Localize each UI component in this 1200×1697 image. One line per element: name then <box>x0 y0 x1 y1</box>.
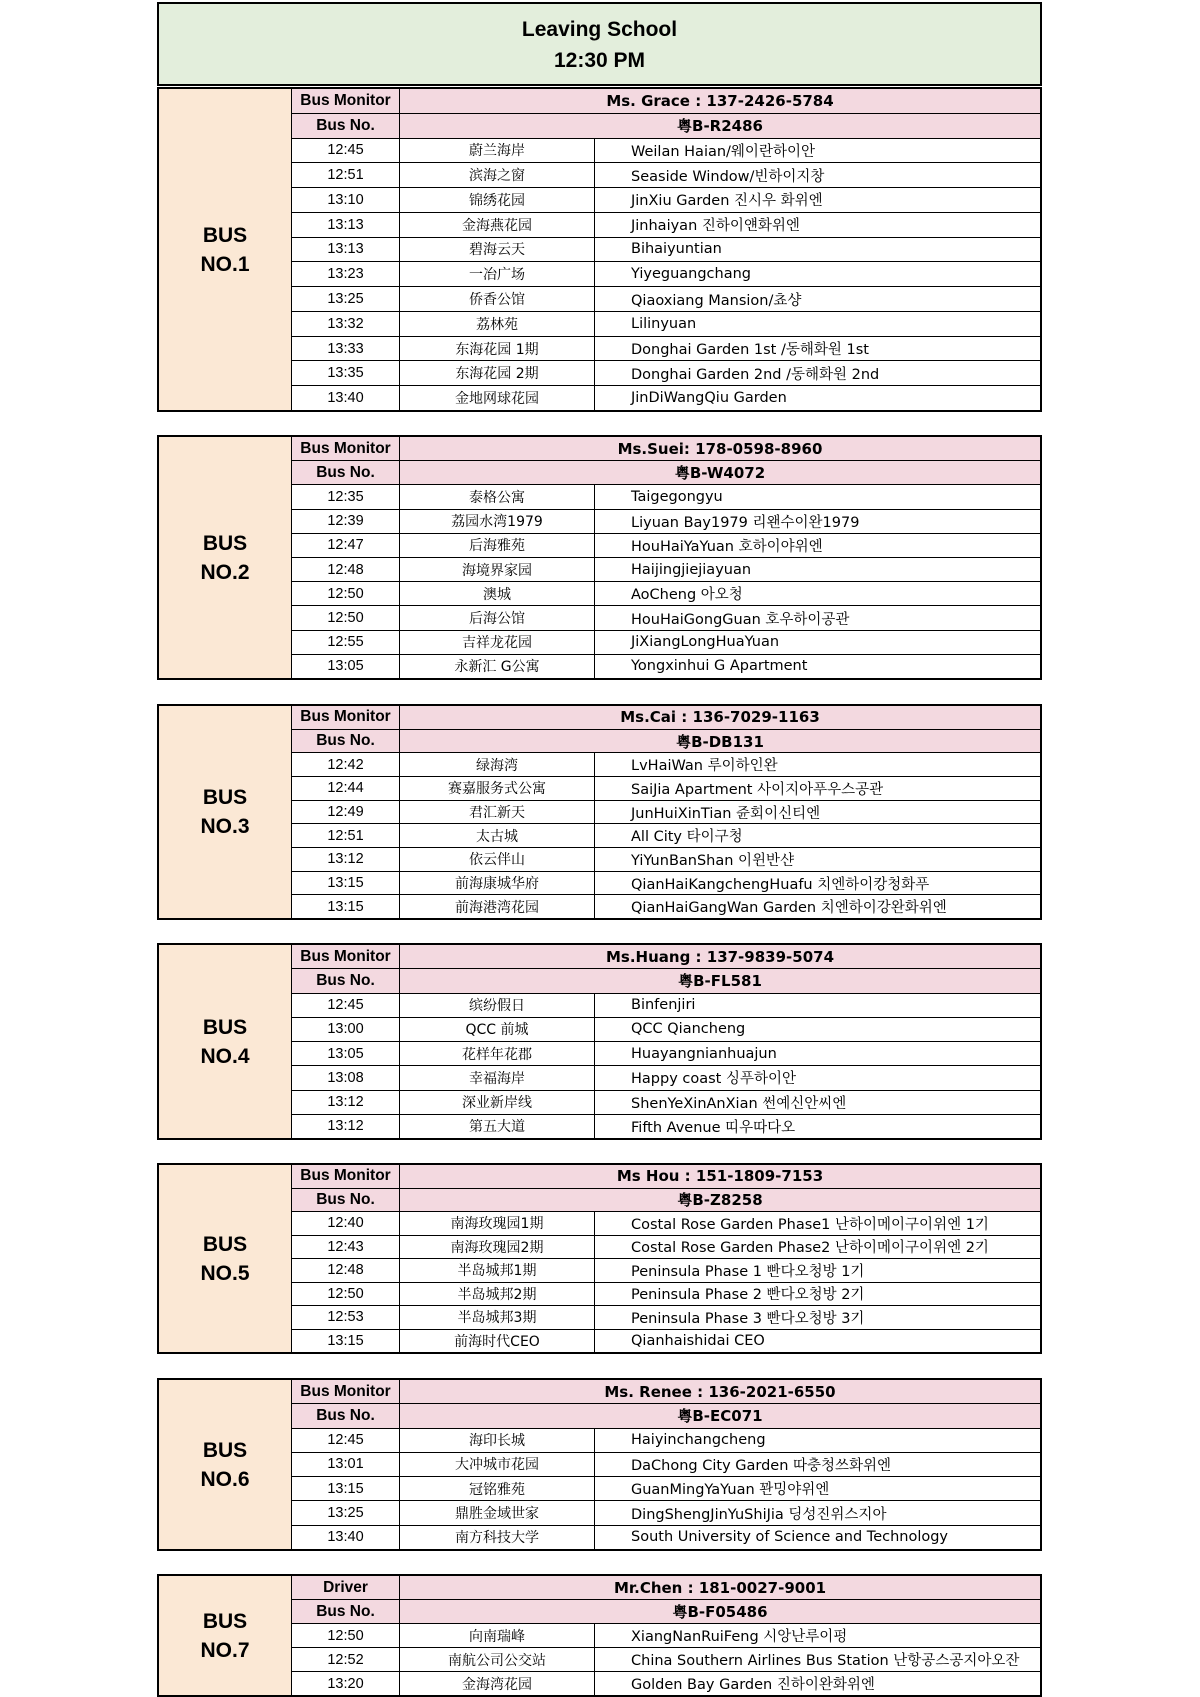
stop-name-romanized: Peninsula Phase 1 빤다오청방 1기 <box>631 1263 865 1280</box>
stop-time: 13:15 <box>292 872 400 895</box>
bus-label <box>159 1576 292 1695</box>
stop-name-chinese: 深业新岸线 <box>400 1091 595 1114</box>
stop-time: 13:01 <box>292 1453 400 1476</box>
stop-name-chinese: 幸福海岸 <box>400 1066 595 1089</box>
bus-plate: 粤B-FL581 <box>678 972 762 991</box>
monitor-row <box>292 1576 1040 1600</box>
stop-time: 13:13 <box>292 213 400 237</box>
stop-time: 13:20 <box>292 1672 400 1695</box>
departure-time: 12:30 PM <box>553 49 646 72</box>
monitor-row <box>292 945 1040 969</box>
stop-time: 12:43 <box>292 1236 400 1259</box>
monitor-label: Bus Monitor <box>292 1380 400 1403</box>
stop-time: 12:45 <box>292 1429 400 1452</box>
stop-time: 12:50 <box>292 582 400 605</box>
stop-row <box>292 606 1040 630</box>
bus-rows <box>292 1165 1040 1352</box>
stop-name-chinese: 前海港湾花园 <box>400 895 595 918</box>
stop-row <box>292 1624 1040 1648</box>
stop-name-romanized: Qianhaishidai CEO <box>631 1332 765 1349</box>
stop-name-chinese: 赛嘉服务式公寓 <box>400 777 595 800</box>
stop-row <box>292 848 1040 872</box>
stop-name-romanized: Qiaoxiang Mansion/쵸샹 <box>631 292 802 309</box>
bus-label-line1: BUS <box>202 531 248 555</box>
bus-label-line1: BUS <box>202 1015 248 1039</box>
stop-row <box>292 238 1040 263</box>
bus-number: NO.1 <box>200 252 250 276</box>
stop-name-chinese: 锦绣花园 <box>400 188 595 212</box>
stop-name-romanized: Peninsula Phase 3 빤다오청방 3기 <box>631 1310 865 1327</box>
monitor-row <box>292 1380 1040 1404</box>
stop-name-chinese: 后海雅苑 <box>400 534 595 557</box>
stop-name-romanized: LvHaiWan 루이하인완 <box>631 758 778 775</box>
stop-name-chinese: 君汇新天 <box>400 801 595 824</box>
monitor-label: Bus Monitor <box>292 945 400 968</box>
stop-name-chinese: 南海玫瑰园2期 <box>400 1236 595 1259</box>
stop-name-romanized: Donghai Garden 2nd /동해화원 2nd <box>631 366 880 383</box>
stop-name-chinese: 滨海之窗 <box>400 163 595 187</box>
bus-rows <box>292 706 1040 918</box>
bus-no-label: Bus No. <box>292 1189 400 1212</box>
stop-time: 12:39 <box>292 510 400 533</box>
stop-name-chinese: 荔林苑 <box>400 312 595 336</box>
stop-time: 13:25 <box>292 287 400 311</box>
stop-time: 12:50 <box>292 606 400 629</box>
bus-no-label: Bus No. <box>292 461 400 484</box>
stop-name-chinese: 南海玫瑰园1期 <box>400 1212 595 1235</box>
monitor-row <box>292 1165 1040 1189</box>
stop-name-chinese: QCC 前城 <box>400 1018 595 1041</box>
stop-time: 12:50 <box>292 1283 400 1306</box>
stop-row <box>292 361 1040 386</box>
stop-name-romanized: QianHaiKangchengHuafu 치엔하이캉청화푸 <box>631 876 930 893</box>
stop-row <box>292 485 1040 509</box>
stop-name-chinese: 南航公司公交站 <box>400 1648 595 1671</box>
stop-time: 12:53 <box>292 1306 400 1329</box>
stop-time: 13:12 <box>292 848 400 871</box>
stop-name-romanized: Golden Bay Garden 진하이완화위엔 <box>631 1677 875 1693</box>
stop-time: 12:48 <box>292 558 400 581</box>
bus-table <box>157 943 1042 1140</box>
stop-row <box>292 188 1040 213</box>
stop-row <box>292 1212 1040 1236</box>
stop-row <box>292 1236 1040 1260</box>
stop-name-romanized: Huayangnianhuajun <box>631 1045 777 1062</box>
bus-plate: 粤B-R2486 <box>677 117 763 136</box>
stop-row <box>292 631 1040 655</box>
bus-rows <box>292 437 1040 678</box>
stop-name-romanized: Costal Rose Garden Phase1 난하이메이구이위엔 1기 <box>631 1216 989 1233</box>
bus-table <box>157 704 1042 920</box>
monitor-contact: Ms.Cai : 136-7029-1163 <box>620 708 820 727</box>
stop-row <box>292 1306 1040 1330</box>
bus-table <box>157 1574 1042 1697</box>
stop-time: 12:51 <box>292 163 400 187</box>
stop-name-chinese: 金海燕花园 <box>400 213 595 237</box>
monitor-contact: Ms.Huang : 137-9839-5074 <box>605 947 835 966</box>
monitor-contact: Ms. Renee : 136-2021-6550 <box>604 1382 836 1401</box>
stop-name-romanized: QianHaiGangWan Garden 치엔하이강완화위엔 <box>631 900 947 917</box>
stop-name-chinese: 第五大道 <box>400 1115 595 1138</box>
bus-label <box>159 1165 292 1352</box>
stop-name-romanized: Jinhaiyan 진하이얜화위엔 <box>631 218 800 235</box>
stop-row <box>292 1115 1040 1138</box>
stop-name-chinese: 吉祥龙花园 <box>400 631 595 654</box>
stop-name-romanized: ShenYeXinAnXian 썬예신안씨엔 <box>631 1095 847 1112</box>
bus-number: NO.4 <box>200 1044 250 1068</box>
stop-row <box>292 1648 1040 1672</box>
bus-no-label: Bus No. <box>292 1600 400 1623</box>
stop-name-romanized: JinXiu Garden 진시우 화위엔 <box>631 193 823 210</box>
stop-name-romanized: AoCheng 아오청 <box>631 587 743 604</box>
stop-row <box>292 534 1040 558</box>
plate-row <box>292 1404 1040 1428</box>
stop-time: 13:25 <box>292 1501 400 1524</box>
stop-time: 13:05 <box>292 1042 400 1065</box>
stop-row <box>292 287 1040 312</box>
monitor-label: Bus Monitor <box>292 89 400 113</box>
stop-name-romanized: HouHaiGongGuan 호우하이공관 <box>631 611 850 628</box>
stop-name-romanized: Haijingjiejiayuan <box>631 561 752 578</box>
bus-table <box>157 435 1042 680</box>
plate-row <box>292 114 1040 139</box>
stop-name-chinese: 侨香公馆 <box>400 287 595 311</box>
stop-row <box>292 1672 1040 1695</box>
stop-row <box>292 1526 1040 1549</box>
bus-number: NO.7 <box>200 1638 250 1662</box>
bus-label-line1: BUS <box>202 1609 248 1633</box>
stop-name-romanized: HouHaiYaYuan 호하이야위엔 <box>631 538 823 555</box>
monitor-row <box>292 437 1040 461</box>
plate-row <box>292 969 1040 993</box>
bus-rows <box>292 1576 1040 1695</box>
bus-label <box>159 706 292 918</box>
stop-time: 12:40 <box>292 1212 400 1235</box>
stop-time: 12:55 <box>292 631 400 654</box>
stop-time: 13:12 <box>292 1091 400 1114</box>
stop-name-chinese: 后海公馆 <box>400 606 595 629</box>
stop-row <box>292 1091 1040 1115</box>
bus-label <box>159 89 292 410</box>
stop-name-chinese: 东海花园 2期 <box>400 361 595 385</box>
stop-time: 13:35 <box>292 361 400 385</box>
stop-time: 12:42 <box>292 753 400 776</box>
stop-name-romanized: Seaside Window/빈하이지창 <box>631 168 825 185</box>
stop-row <box>292 655 1040 678</box>
stop-name-romanized: Bihaiyuntian <box>631 241 722 258</box>
stop-time: 12:49 <box>292 801 400 824</box>
stop-time: 13:40 <box>292 386 400 410</box>
stop-name-romanized: Yongxinhui G Apartment <box>631 658 808 675</box>
stop-row <box>292 1477 1040 1501</box>
bus-no-label: Bus No. <box>292 114 400 138</box>
stop-time: 13:00 <box>292 1018 400 1041</box>
stop-row <box>292 262 1040 287</box>
bus-label-line1: BUS <box>202 1232 248 1256</box>
stop-name-romanized: Fifth Avenue 띠우따다오 <box>631 1119 796 1136</box>
bus-number: NO.6 <box>200 1467 250 1491</box>
stop-name-romanized: QCC Qiancheng <box>631 1021 746 1038</box>
stop-row <box>292 753 1040 777</box>
stop-name-romanized: South University of Science and Technology <box>631 1529 949 1546</box>
stop-name-chinese: 前海时代CEO <box>400 1330 595 1353</box>
stop-name-romanized: Lilinyuan <box>631 315 697 332</box>
stop-row <box>292 1259 1040 1283</box>
stop-name-chinese: 太古城 <box>400 824 595 847</box>
stop-row <box>292 777 1040 801</box>
bus-no-label: Bus No. <box>292 969 400 992</box>
bus-number: NO.5 <box>200 1261 250 1285</box>
stop-time: 13:08 <box>292 1066 400 1089</box>
stop-row <box>292 801 1040 825</box>
bus-label-line1: BUS <box>202 1438 248 1462</box>
stop-name-chinese: 东海花园 1期 <box>400 337 595 361</box>
bus-label-line1: BUS <box>202 786 248 809</box>
monitor-label: Driver <box>292 1576 400 1599</box>
stop-row <box>292 163 1040 188</box>
stop-name-romanized: Yiyeguangchang <box>631 266 751 283</box>
stop-row <box>292 337 1040 362</box>
stop-name-chinese: 花样年花郡 <box>400 1042 595 1065</box>
stop-time: 13:23 <box>292 262 400 286</box>
stop-name-chinese: 荔园水湾1979 <box>400 510 595 533</box>
stop-row <box>292 1429 1040 1453</box>
stop-name-romanized: DingShengJinYuShiJia 딩성진위스지아 <box>631 1506 887 1523</box>
bus-table <box>157 1378 1042 1551</box>
plate-row <box>292 1189 1040 1213</box>
stop-time: 13:15 <box>292 895 400 918</box>
stop-name-romanized: JinDiWangQiu Garden <box>631 390 787 407</box>
stop-row <box>292 1042 1040 1066</box>
stop-name-romanized: Costal Rose Garden Phase2 난하이메이구이위엔 2기 <box>631 1240 989 1257</box>
monitor-row <box>292 89 1040 114</box>
stop-row <box>292 558 1040 582</box>
stop-name-chinese: 蔚兰海岸 <box>400 139 595 163</box>
monitor-label: Bus Monitor <box>292 706 400 729</box>
stop-name-chinese: 大冲城市花园 <box>400 1453 595 1476</box>
plate-row <box>292 461 1040 485</box>
stop-name-romanized: Liyuan Bay1979 리왠수이완1979 <box>631 514 860 531</box>
stop-name-chinese: 海境界家园 <box>400 558 595 581</box>
stop-time: 13:33 <box>292 337 400 361</box>
stop-name-romanized: JiXiangLongHuaYuan <box>631 634 780 651</box>
bus-label <box>159 1380 292 1549</box>
stop-time: 13:12 <box>292 1115 400 1138</box>
stop-name-chinese: 南方科技大学 <box>400 1526 595 1549</box>
stop-name-romanized: China Southern Airlines Bus Station 난항공스공지아오잔 <box>631 1653 1020 1669</box>
stop-row <box>292 510 1040 534</box>
stop-name-chinese: 绿海湾 <box>400 753 595 776</box>
bus-plate: 粤B-EC071 <box>677 1407 763 1426</box>
stop-name-chinese: 向南瑞峰 <box>400 1624 595 1647</box>
bus-plate: 粤B-W4072 <box>674 464 766 483</box>
stop-time: 13:40 <box>292 1526 400 1549</box>
bus-table <box>157 1163 1042 1354</box>
stop-name-chinese: 缤纷假日 <box>400 994 595 1017</box>
stop-name-chinese: 冠铭雅苑 <box>400 1477 595 1500</box>
bus-plate: 粤B-DB131 <box>676 732 764 751</box>
bus-plate: 粤B-F05486 <box>672 1603 768 1621</box>
stop-time: 13:32 <box>292 312 400 336</box>
stop-name-chinese: 半岛城邦1期 <box>400 1259 595 1282</box>
monitor-label: Bus Monitor <box>292 1165 400 1188</box>
monitor-contact: Ms Hou : 151-1809-7153 <box>616 1167 824 1186</box>
stop-time: 12:47 <box>292 534 400 557</box>
monitor-label: Bus Monitor <box>292 437 400 460</box>
monitor-contact: Mr.Chen : 181-0027-9001 <box>613 1578 827 1597</box>
bus-label-line1: BUS <box>202 223 248 247</box>
stop-name-romanized: Taigegongyu <box>631 489 723 505</box>
stop-name-romanized: GuanMingYaYuan 꽌밍야위엔 <box>631 1482 830 1499</box>
stop-time: 12:45 <box>292 994 400 1017</box>
stop-time: 12:48 <box>292 1259 400 1282</box>
stop-row <box>292 1453 1040 1477</box>
bus-plate: 粤B-Z8258 <box>677 1191 763 1210</box>
bus-number: NO.3 <box>200 815 250 838</box>
stop-row <box>292 1018 1040 1042</box>
stop-time: 12:35 <box>292 485 400 508</box>
stop-name-chinese: 一冶广场 <box>400 262 595 286</box>
stop-row <box>292 895 1040 918</box>
monitor-contact: Ms.Suei: 178-0598-8960 <box>617 439 823 458</box>
stop-name-chinese: 前海康城华府 <box>400 872 595 895</box>
stop-name-chinese: 永新汇 G公寓 <box>400 655 595 678</box>
stop-time: 12:50 <box>292 1624 400 1647</box>
stop-row <box>292 1066 1040 1090</box>
stop-name-chinese: 海印长城 <box>400 1429 595 1452</box>
bus-table <box>157 87 1042 412</box>
stop-time: 13:10 <box>292 188 400 212</box>
stop-row <box>292 872 1040 896</box>
bus-no-label: Bus No. <box>292 1404 400 1427</box>
bus-label <box>159 945 292 1138</box>
stop-name-romanized: XiangNanRuiFeng 시앙난루이펑 <box>631 1629 848 1645</box>
monitor-contact: Ms. Grace : 137-2426-5784 <box>606 91 834 110</box>
stop-name-romanized: All City 타이구청 <box>631 829 743 846</box>
stop-row <box>292 1501 1040 1525</box>
stop-time: 13:05 <box>292 655 400 678</box>
plate-row <box>292 1600 1040 1624</box>
stop-name-chinese: 金地网球花园 <box>400 386 595 410</box>
stop-row <box>292 1330 1040 1353</box>
bus-rows <box>292 945 1040 1138</box>
stop-time: 12:45 <box>292 139 400 163</box>
plate-row <box>292 730 1040 754</box>
stop-name-chinese: 依云伴山 <box>400 848 595 871</box>
stop-name-chinese: 澳城 <box>400 582 595 605</box>
schedule-title: Leaving School <box>521 18 678 41</box>
stop-name-romanized: SaiJia Apartment 사이지아푸우스공관 <box>631 781 884 798</box>
stop-name-chinese: 金海湾花园 <box>400 1672 595 1695</box>
stop-name-romanized: Happy coast 싱푸하이안 <box>631 1071 796 1088</box>
bus-label <box>159 437 292 678</box>
stop-row <box>292 213 1040 238</box>
stop-row <box>292 994 1040 1018</box>
stop-name-chinese: 半岛城邦3期 <box>400 1306 595 1329</box>
stop-name-romanized: DaChong City Garden 따충청쓰화위엔 <box>631 1457 892 1474</box>
stop-name-romanized: Weilan Haian/웨이란하이안 <box>631 143 815 160</box>
stop-time: 12:52 <box>292 1648 400 1671</box>
stop-name-chinese: 泰格公寓 <box>400 485 595 508</box>
stop-name-chinese: 鼎胜金域世家 <box>400 1501 595 1524</box>
stop-row <box>292 139 1040 164</box>
stop-row <box>292 386 1040 410</box>
stop-time: 12:44 <box>292 777 400 800</box>
bus-rows <box>292 1380 1040 1549</box>
stop-name-chinese: 半岛城邦2期 <box>400 1283 595 1306</box>
stop-name-romanized: Peninsula Phase 2 빤다오청방 2기 <box>631 1287 865 1304</box>
stop-row <box>292 582 1040 606</box>
stop-time: 13:15 <box>292 1477 400 1500</box>
stop-name-romanized: Haiyinchangcheng <box>631 1432 766 1449</box>
schedule-header <box>157 2 1042 86</box>
stop-name-romanized: Donghai Garden 1st /동해화원 1st <box>631 342 869 359</box>
bus-number: NO.2 <box>200 560 250 584</box>
stop-name-romanized: JunHuiXinTian 쥰회이신티엔 <box>631 805 821 822</box>
stop-row <box>292 824 1040 848</box>
bus-rows <box>292 89 1040 410</box>
stop-name-chinese: 碧海云天 <box>400 238 595 262</box>
bus-no-label: Bus No. <box>292 730 400 753</box>
stop-name-romanized: YiYunBanShan 이윈반샨 <box>631 852 795 869</box>
stop-time: 12:51 <box>292 824 400 847</box>
stop-time: 13:15 <box>292 1330 400 1353</box>
stop-time: 13:13 <box>292 238 400 262</box>
stop-name-romanized: Binfenjiri <box>631 997 696 1014</box>
stop-row <box>292 1283 1040 1307</box>
stop-row <box>292 312 1040 337</box>
monitor-row <box>292 706 1040 730</box>
